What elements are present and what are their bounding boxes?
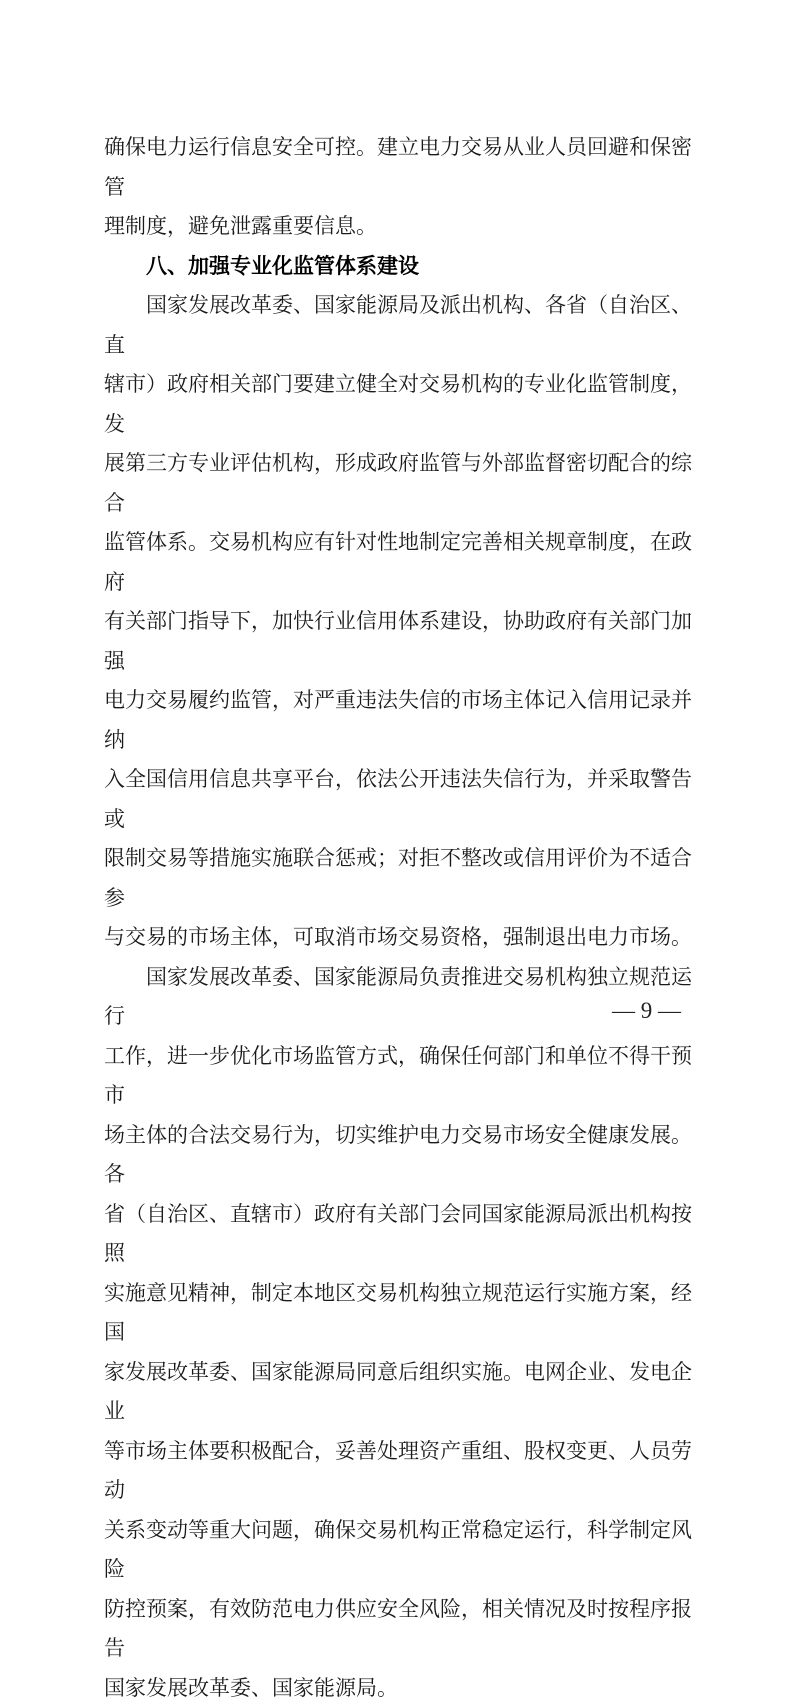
paragraph <box>104 128 692 247</box>
text-line: 辖市）政府相关部门要建立健全对交易机构的专业化监管制度，发 <box>104 365 692 444</box>
section-heading <box>104 247 692 287</box>
text-line: 家发展改革委、国家能源局同意后组织实施。电网企业、发电企业 <box>104 1353 692 1432</box>
text-line: 展第三方专业评估机构，形成政府监管与外部监督密切配合的综合 <box>104 444 692 523</box>
text-line: 限制交易等措施实施联合惩戒；对拒不整改或信用评价为不适合参 <box>104 839 692 918</box>
page-number: — 9 — <box>612 996 681 1026</box>
text-line: 八、加强专业化监管体系建设 <box>104 247 692 287</box>
text-line: 等市场主体要积极配合，妥善处理资产重组、股权变更、人员劳动 <box>104 1432 692 1511</box>
text-line: 与交易的市场主体，可取消市场交易资格，强制退出电力市场。 <box>104 918 692 958</box>
text-line: 理制度，避免泄露重要信息。 <box>104 207 692 247</box>
document-body <box>104 128 692 1708</box>
text-line: 国家发展改革委、国家能源局及派出机构、各省（自治区、直 <box>104 286 692 365</box>
paragraph <box>104 286 692 958</box>
text-line: 有关部门指导下，加快行业信用体系建设，协助政府有关部门加强 <box>104 602 692 681</box>
text-line: 入全国信用信息共享平台，依法公开违法失信行为，并采取警告或 <box>104 760 692 839</box>
text-line: 工作，进一步优化市场监管方式，确保任何部门和单位不得干预市 <box>104 1037 692 1116</box>
text-line: 国家发展改革委、国家能源局负责推进交易机构独立规范运行 <box>104 958 692 1037</box>
text-line: 监管体系。交易机构应有针对性地制定完善相关规章制度，在政府 <box>104 523 692 602</box>
text-line: 关系变动等重大问题，确保交易机构正常稳定运行，科学制定风险 <box>104 1511 692 1590</box>
text-line: 省（自治区、直辖市）政府有关部门会同国家能源局派出机构按照 <box>104 1195 692 1274</box>
text-line: 实施意见精神，制定本地区交易机构独立规范运行实施方案，经国 <box>104 1274 692 1353</box>
text-line: 确保电力运行信息安全可控。建立电力交易从业人员回避和保密管 <box>104 128 692 207</box>
paragraph <box>104 958 692 1708</box>
text-line: 场主体的合法交易行为，切实维护电力交易市场安全健康发展。各 <box>104 1116 692 1195</box>
text-line: 电力交易履约监管，对严重违法失信的市场主体记入信用记录并纳 <box>104 681 692 760</box>
text-line: 防控预案，有效防范电力供应安全风险，相关情况及时按程序报告 <box>104 1590 692 1669</box>
text-line: 国家发展改革委、国家能源局。 <box>104 1669 692 1708</box>
